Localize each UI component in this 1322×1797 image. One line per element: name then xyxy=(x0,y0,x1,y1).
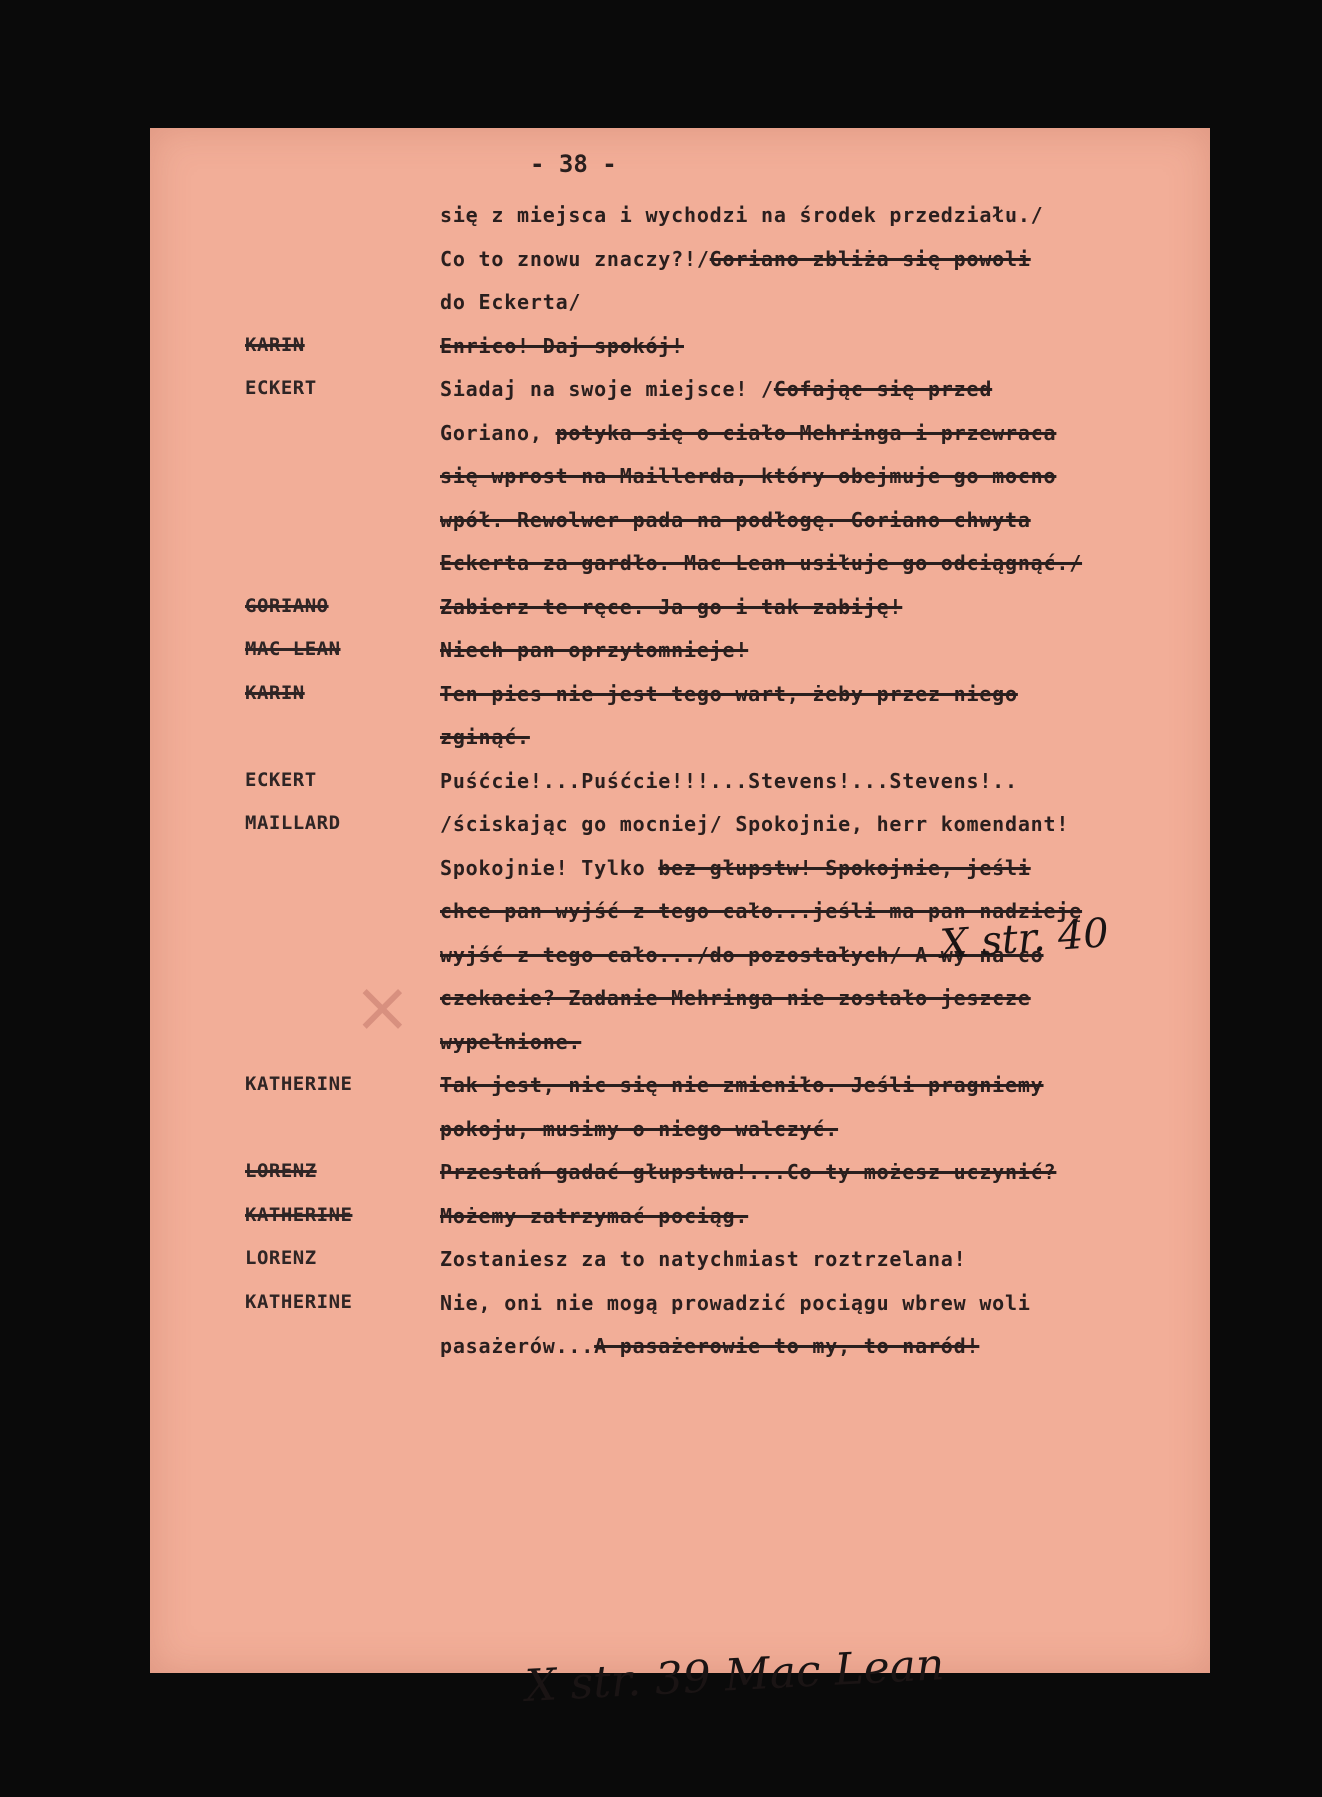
line-text xyxy=(440,638,1200,662)
speaker-name: KATHERINE xyxy=(245,1203,353,1226)
struck-text: bez głupstw! Spokojnie, jeśli xyxy=(658,855,1031,880)
script-line xyxy=(150,812,1210,856)
line-text xyxy=(440,1334,1200,1358)
typescript-page xyxy=(150,128,1210,1712)
speaker-name: KARIN xyxy=(245,333,305,356)
struck-text: Goriano zbliża się powoli xyxy=(709,246,1031,271)
struck-text: potyka się o ciało Mehringa i przewraca xyxy=(555,420,1057,445)
struck-text: Niech pan oprzytomnieje! xyxy=(440,638,749,662)
line-text xyxy=(440,812,1200,836)
line-text xyxy=(440,682,1200,706)
typed-text: Puśćcie!...Puśćcie!!!...Stevens!...Stevens!.. xyxy=(440,768,1018,793)
script-line xyxy=(150,638,1210,682)
speaker-name: GORIANO xyxy=(245,594,329,617)
speaker-name: MAC LEAN xyxy=(245,638,341,660)
typed-text: do Eckerta/ xyxy=(440,290,582,314)
script-line xyxy=(150,595,1210,639)
line-text xyxy=(440,464,1200,488)
struck-text: się wprost na Maillerda, który obejmuje go mocno xyxy=(440,464,1057,488)
line-text xyxy=(440,1291,1200,1315)
struck-text: pokoju, musimy o niego walczyć. xyxy=(440,1116,839,1141)
line-text xyxy=(440,1204,1200,1228)
script-line xyxy=(150,1030,1210,1074)
line-text xyxy=(440,377,1200,401)
script-line xyxy=(150,377,1210,421)
speaker-name: MAILLARD xyxy=(245,812,341,834)
struck-text: Możemy zatrzymać pociąg. xyxy=(440,1203,749,1228)
line-text xyxy=(440,1160,1200,1184)
line-text xyxy=(440,290,1200,314)
line-text xyxy=(440,769,1200,793)
script-line xyxy=(150,725,1210,769)
speaker-name: KARIN xyxy=(245,681,305,704)
script-line xyxy=(150,856,1210,900)
script-line xyxy=(150,203,1210,247)
speaker-name: ECKERT xyxy=(245,377,317,399)
struck-text: Enrico! Daj spokój! xyxy=(440,333,684,358)
line-text xyxy=(440,421,1200,445)
line-text xyxy=(440,508,1200,532)
struck-text: Przestań gadać głupstwa!...Co ty możesz uczynić? xyxy=(440,1160,1057,1184)
line-text xyxy=(440,595,1200,619)
line-text xyxy=(440,1247,1200,1271)
script-line xyxy=(150,421,1210,465)
script-line xyxy=(150,1291,1210,1335)
typed-text: Siadaj na swoje miejsce! / xyxy=(440,377,774,401)
script-line xyxy=(150,1247,1210,1291)
line-text xyxy=(440,725,1200,749)
script-line xyxy=(150,986,1210,1030)
struck-text: wpół. Rewolwer pada na podłogę. Goriano chwyta xyxy=(440,507,1031,532)
struck-text: zginąć. xyxy=(440,725,530,749)
struck-text: Ten pies nie jest tego wart, żeby przez niego xyxy=(440,681,1018,706)
typed-text: Goriano, xyxy=(440,420,556,445)
typed-text: się z miejsca i wychodzi na środek przedziału./ xyxy=(440,203,1044,227)
script-line xyxy=(150,1073,1210,1117)
script-line xyxy=(150,1204,1210,1248)
struck-text: chce pan wyjść z tego cało...jeśli ma pan nadzieję xyxy=(440,899,1083,923)
speaker-name: ECKERT xyxy=(245,768,317,791)
typed-text: /ściskając go mocniej/ Spokojnie, herr komendant! xyxy=(440,812,1070,836)
line-text xyxy=(440,247,1200,271)
script-line xyxy=(150,551,1210,595)
struck-text: Tak jest, nic się nie zmieniło. Jeśli pragniemy xyxy=(440,1073,1044,1097)
typed-text: Nie, oni nie mogą prowadzić pociągu wbrew woli xyxy=(440,1290,1031,1315)
typed-text: Zostaniesz za to natychmiast roztrzelana! xyxy=(440,1247,967,1271)
script-line xyxy=(150,247,1210,291)
margin-x-mark: × xyxy=(353,966,412,1048)
typed-text: Spokojnie! Tylko xyxy=(440,855,659,880)
script-line xyxy=(150,508,1210,552)
line-text xyxy=(440,986,1200,1010)
struck-text: A pasażerowie to my, to naród! xyxy=(594,1334,980,1358)
line-text xyxy=(440,334,1200,358)
script-line xyxy=(150,334,1210,378)
script-line xyxy=(150,682,1210,726)
page-number: - 38 - xyxy=(530,150,617,178)
speaker-name: KATHERINE xyxy=(245,1073,353,1095)
typed-text: Co to znowu znaczy?!/ xyxy=(440,246,710,271)
struck-text: Cofając się przed xyxy=(773,377,993,401)
script-line xyxy=(150,1117,1210,1161)
struck-text: Eckerta za gardło. Mac Lean usiłuje go odciągnąć./ xyxy=(440,551,1083,575)
script-line xyxy=(150,1334,1210,1378)
handwritten-note-1: X str. 40 xyxy=(938,910,1111,968)
script-line xyxy=(150,769,1210,813)
typed-text: pasażerów... xyxy=(440,1334,595,1358)
line-text xyxy=(440,1073,1200,1097)
line-text xyxy=(440,1030,1200,1054)
struck-text: Zabierz te ręce. Ja go i tak zabiję! xyxy=(440,594,903,619)
script-line xyxy=(150,464,1210,508)
struck-text: wypełnione. xyxy=(440,1029,582,1054)
line-text xyxy=(440,551,1200,575)
speaker-name: LORENZ xyxy=(245,1160,317,1182)
line-text xyxy=(440,203,1200,227)
struck-text: wyjść z tego cało.../do pozostałych/ A wy na co xyxy=(440,942,1044,967)
line-text xyxy=(440,1117,1200,1141)
speaker-name: LORENZ xyxy=(245,1247,317,1269)
line-text xyxy=(440,856,1200,880)
script-line xyxy=(150,1160,1210,1204)
script-line xyxy=(150,290,1210,334)
speaker-name: KATHERINE xyxy=(245,1290,353,1313)
struck-text: czekacie? Zadanie Mehringa nie zostało jeszcze xyxy=(440,986,1031,1010)
handwritten-note-2: X str. 39 Mac Lean xyxy=(523,1639,946,1712)
